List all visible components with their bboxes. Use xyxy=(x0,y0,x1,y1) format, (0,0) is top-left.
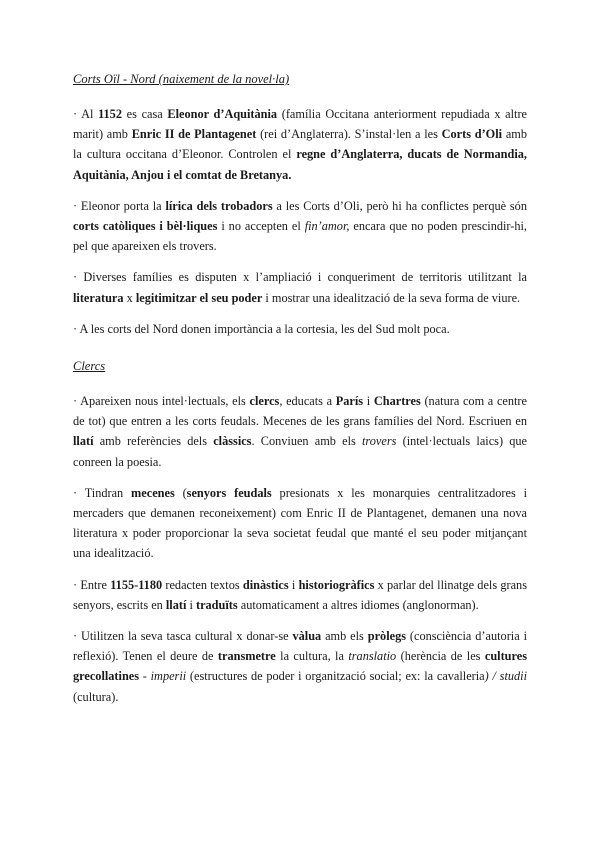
paragraph-textos-dinastics: · Entre 1155-1180 redacten textos dinàstics i historiogràfics x parlar del llinatge dels grans senyors, escrits en llatí i traduïts automaticament a altres idiomes (anglonorman). xyxy=(73,577,527,612)
paragraph-clercs-intellectuals: · Apareixen nous intel·lectuals, els clercs, educats a París i Chartres (natura com a centre de tot) que entren a les corts feudals. Mecenes de les grans famílies del Nord. Escriuen en llatí amb referències dels clàssics. Conviuen amb els trovers (intel·lectuals laics) que conreen la poesia. xyxy=(73,394,527,469)
paragraph-cortesia: · A les corts del Nord donen importància a la cortesia, les del Sud molt poca. xyxy=(73,321,450,336)
paragraph-tasca-cultural: · Utilitzen la seva tasca cultural x donar-se vàlua amb els pròlegs (consciència d’autoria i reflexió). Tenen el deure de transmetre la cultura, la translatio (herència de les cultures grecollatines - imperii (estructures de poder i organització social; ex: la cavalleria) / studii (cultura). xyxy=(73,629,527,704)
section-heading-clercs: Clercs xyxy=(73,359,106,374)
paragraph-mecenes: · Tindran mecenes (senyors feudals presionats x les monarquies centralitzadores i mercaders que demanen reconeixement) com Enric II de Plantagenet, demanen una nova literatura x poder proporcionar la seva societat feudal que manté el seu poder mitjançant una idealització. xyxy=(73,485,528,561)
section-heading-corts-oil: Corts Oïl - Nord (naixement de la novel·la) xyxy=(73,72,290,86)
paragraph-eleonor-marriage: · Al 1152 es casa Eleonor d’Aquitània (família Occitana anteriorment repudiada x altre marit) amb Enric II de Plantagenet (rei d’Anglaterra). S’instal·len a les Corts d’Oli amb la cultura occitana d’Eleonor. Controlen el regne d’Anglaterra, ducats de Normandia, Aquitània, Anjou i el comtat de Bretanya. xyxy=(73,107,528,182)
paragraph-families-territoris: · Diverses famílies es disputen x l’ampliació i conqueriment de territoris utilitzant la literatura x legitimitzar el seu poder i mostrar una idealització de la seva forma de viure. xyxy=(73,270,527,305)
paragraph-lirica-trobadors: · Eleonor porta la lírica dels trobadors a les Corts d’Oli, però hi ha conflictes perquè són corts catòliques i bèl·liques i no accepten el fin’amor, encara que no poden prescindir-hi, pel que apareixen els trovers. xyxy=(73,198,527,254)
